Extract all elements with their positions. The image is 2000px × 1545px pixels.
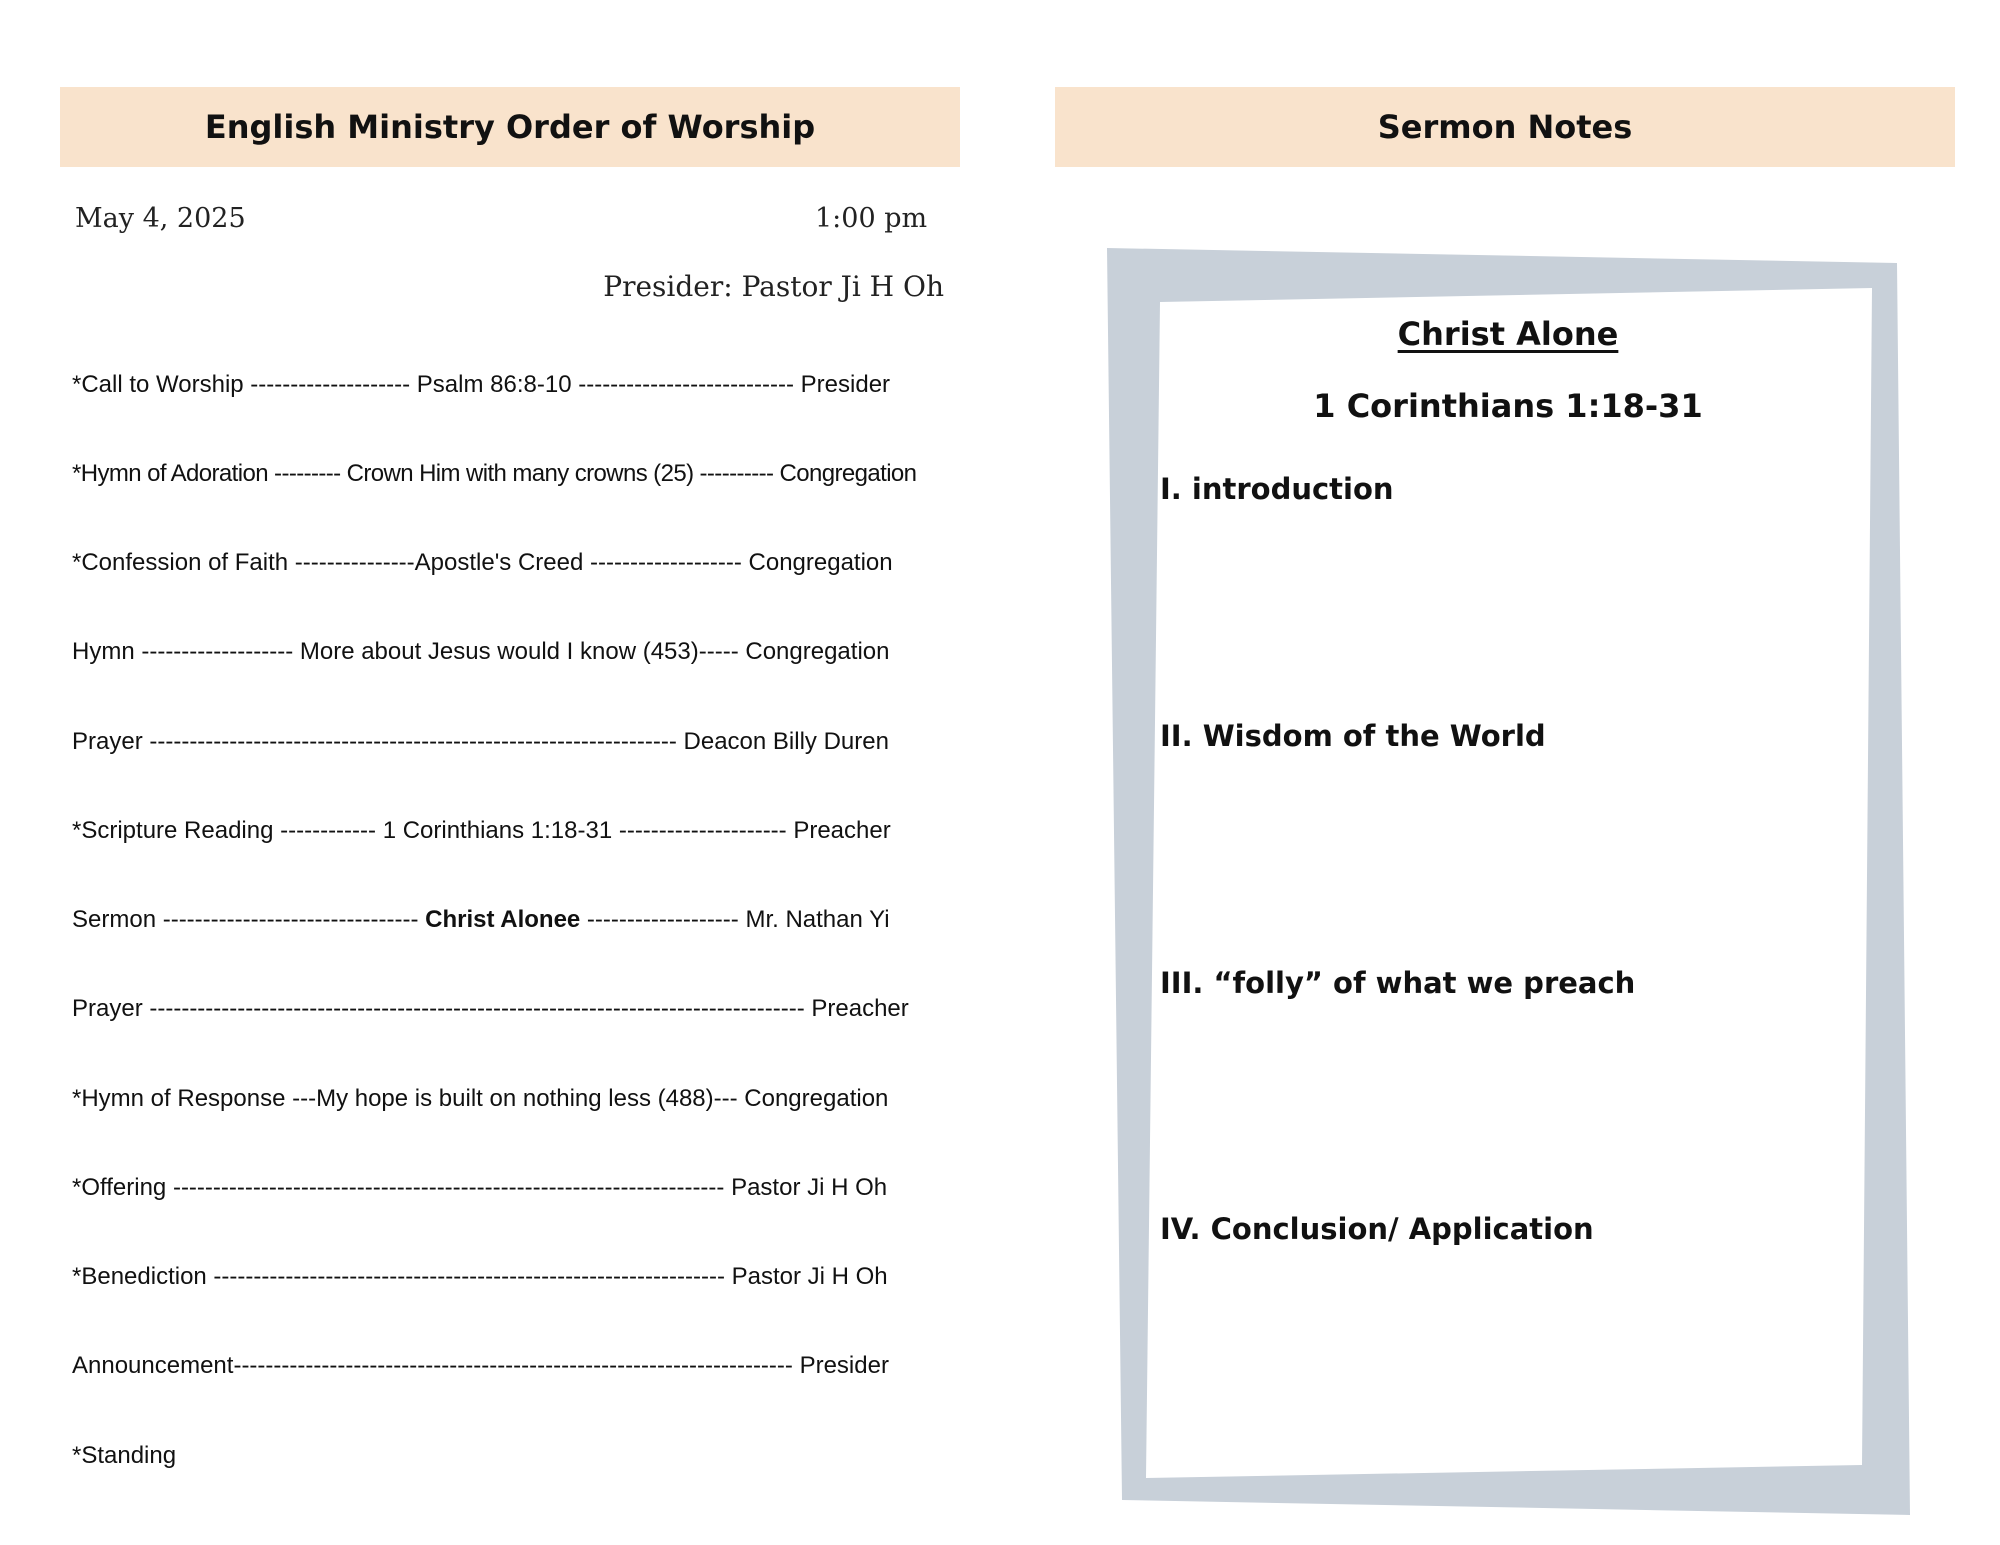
service-date: May 4, 2025 [75,203,246,234]
order-item: *Scripture Reading ------------ 1 Corinthians 1:18-31 --------------------- Preacher [72,817,891,844]
sermon-line-title: Christ Alonee [425,906,581,933]
presider: Presider: Pastor Ji H Oh [603,270,944,303]
sermon-notes-title: Sermon Notes [1377,108,1633,146]
order-item: Announcement---------------------------------------------------------------------- Presider [72,1352,889,1379]
order-item: *Call to Worship -------------------- Psalm 86:8-10 --------------------------- Presider [72,371,891,398]
order-item: *Hymn of Adoration --------- Crown Him with many crowns (25) ---------- Congregation [72,460,917,487]
service-time: 1:00 pm [815,203,928,234]
sermon-passage: 1 Corinthians 1:18-31 [1313,387,1703,425]
sermon-point: IV. Conclusion/ Application [1160,1212,1594,1246]
order-item: Prayer ------------------------------------------------------------------ Deacon Billy Duren [72,728,889,755]
sermon-line-start: Sermon -------------------------------- [72,906,426,933]
sermon-point: I. introduction [1160,472,1394,506]
order-item: *Offering --------------------------------------------------------------------- Pastor Ji H Oh [72,1174,888,1201]
sermon-line-end: ------------------- Mr. Nathan Yi [580,906,890,933]
order-item: *Hymn of Response ---My hope is built on nothing less (488)--- Congregation [72,1085,889,1112]
notes-frame-border [1107,248,1910,1515]
order-item: Hymn ------------------- More about Jesus would I know (453)----- Congregation [72,638,890,665]
sermon-title: Christ Alone [1397,315,1619,353]
order-item: *Confession of Faith ---------------Apostle's Creed ------------------- Congregation [72,549,893,576]
standing-note: *Standing [72,1442,177,1469]
order-item: Prayer ---------------------------------------------------------------------------------- Preacher [72,995,909,1022]
order-of-worship-title: English Ministry Order of Worship [204,108,816,146]
sermon-point: II. Wisdom of the World [1160,719,1546,753]
order-item: *Benediction ---------------------------------------------------------------- Pastor Ji H Oh [72,1263,888,1290]
sermon-point: III. “folly” of what we preach [1160,966,1636,1000]
